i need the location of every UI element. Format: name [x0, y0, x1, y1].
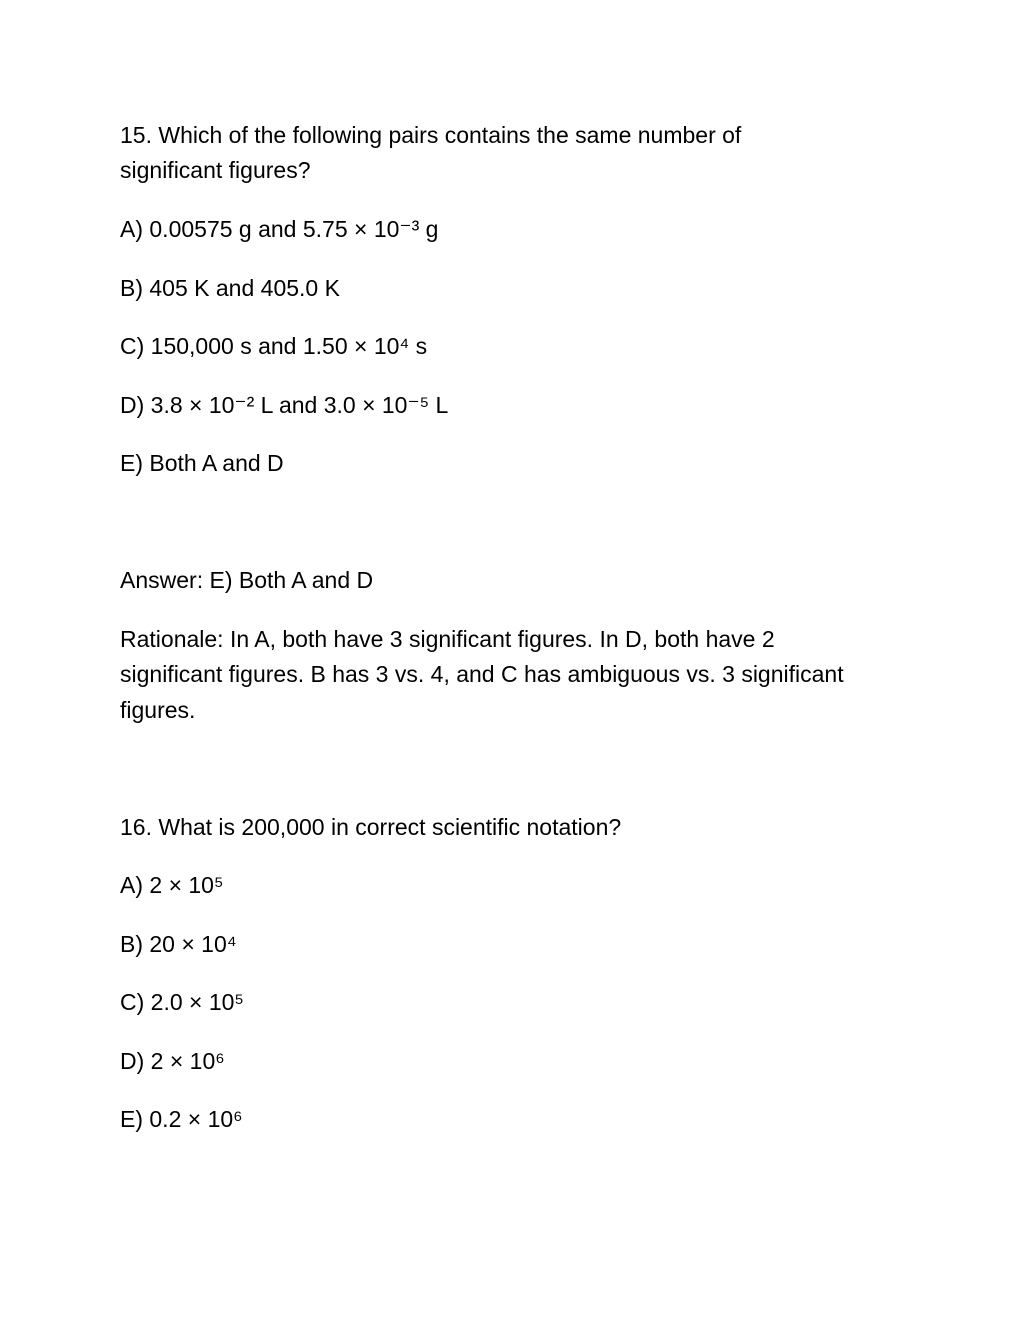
- question-15-stem-line-1: 15. Which of the following pairs contains the same number of: [120, 122, 742, 148]
- question-15-option-e: E) Both A and D: [120, 450, 284, 476]
- question-15-option-a: A) 0.00575 g and 5.75 × 10⁻³ g: [120, 216, 439, 242]
- question-15-stem-line-2: significant figures?: [120, 157, 311, 183]
- question-15-rationale-line-2: significant figures. B has 3 vs. 4, and C has ambiguous vs. 3 significant: [120, 661, 844, 687]
- question-15-option-d: D) 3.8 × 10⁻² L and 3.0 × 10⁻⁵ L: [120, 392, 449, 418]
- question-16-option-d: D) 2 × 10⁶: [120, 1048, 225, 1074]
- question-15-rationale-line-3: figures.: [120, 697, 196, 723]
- question-16-option-c: C) 2.0 × 10⁵: [120, 989, 244, 1015]
- question-16-option-a: A) 2 × 10⁵: [120, 872, 224, 898]
- question-16-option-e: E) 0.2 × 10⁶: [120, 1106, 243, 1132]
- question-16-stem: 16. What is 200,000 in correct scientific notation?: [120, 814, 622, 840]
- question-16-option-b: B) 20 × 10⁴: [120, 931, 237, 957]
- question-15-option-c: C) 150,000 s and 1.50 × 10⁴ s: [120, 333, 428, 359]
- question-15-option-b: B) 405 K and 405.0 K: [120, 275, 340, 301]
- question-15-answer: Answer: E) Both A and D: [120, 567, 374, 593]
- question-15-rationale-line-1: Rationale: In A, both have 3 significant figures. In D, both have 2: [120, 626, 775, 652]
